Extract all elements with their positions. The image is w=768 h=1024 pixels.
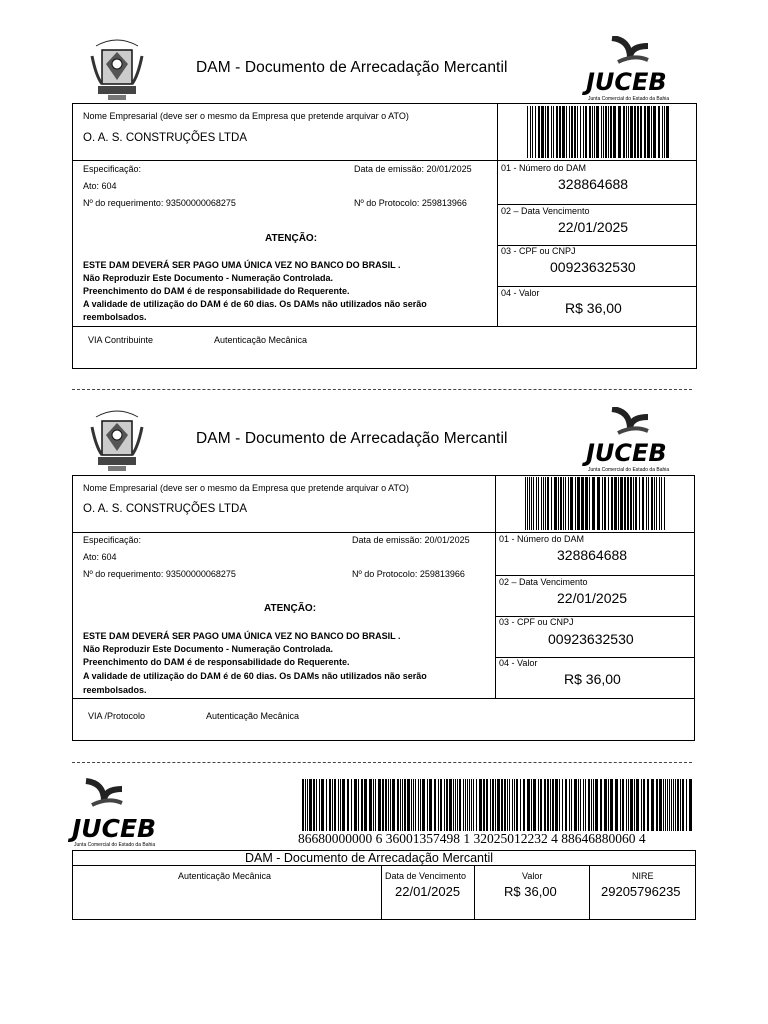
- num-dam-value: 328864688: [557, 547, 628, 563]
- atencao-heading: ATENÇÃO:: [264, 603, 317, 614]
- barcode-top-2: [525, 477, 667, 530]
- vencimento-value: 22/01/2025: [557, 590, 628, 606]
- cpf-cnpj-label: 03 - CPF ou CNPJ: [499, 617, 574, 627]
- state-seal-icon: [88, 36, 146, 102]
- protocolo: Nº do Protocolo: 259813966: [352, 569, 465, 579]
- barcode-digits: 86680000000 6 36001357498 1 32025012232 4 88646880060 4: [298, 831, 646, 846]
- aviso-4: A validade de utilização do DAM é de 60 dias. Os DAMs não utilizados não serão: [83, 299, 427, 309]
- autenticacao-label: Autenticação Mecânica: [214, 335, 308, 345]
- juceb-swirl-icon: [608, 36, 652, 66]
- stub-vencimento-label: Data de Vencimento: [385, 871, 467, 881]
- empresa-value: O. A. S. CONSTRUÇÕES LTDA: [83, 132, 248, 144]
- valor-label: 04 - Valor: [501, 288, 540, 298]
- cpf-cnpj-value: 00923632530: [548, 631, 634, 647]
- ato: Ato: 604: [83, 552, 117, 562]
- requerimento: Nº do requerimento: 93500000068275: [83, 569, 236, 579]
- especificacao-label: Especificação:: [83, 164, 142, 174]
- ato: Ato: 604: [83, 181, 117, 191]
- via-label: VIA Contribuinte: [88, 335, 154, 345]
- nome-empresarial-label: Nome Empresarial (deve ser o mesmo da Empresa que pretende arquivar o ATO): [83, 111, 409, 121]
- valor-value: R$ 36,00: [565, 300, 622, 316]
- juceb-logo: [584, 407, 680, 473]
- stub-nire-value: 29205796235: [601, 884, 681, 899]
- aviso-2: Não Reproduzir Este Documento - Numeração Controlada.: [83, 273, 334, 283]
- state-seal-icon: [88, 407, 146, 473]
- juceb-swirl-icon: [82, 778, 126, 810]
- cut-line: [72, 762, 692, 763]
- num-dam-label: 01 - Número do DAM: [501, 163, 587, 173]
- vencimento-value: 22/01/2025: [558, 219, 629, 235]
- requerimento: Nº do requerimento: 93500000068275: [83, 198, 236, 208]
- stub-vencimento-value: 22/01/2025: [395, 884, 461, 899]
- aviso-1: ESTE DAM DEVERÁ SER PAGO UMA ÚNICA VEZ NO BANCO DO BRASIL .: [83, 631, 401, 641]
- aviso-5: reembolsados.: [83, 685, 147, 695]
- juceb-logo: [584, 36, 680, 102]
- aviso-3: Preenchimento do DAM é de responsabilidade do Requerente.: [83, 286, 350, 296]
- stub-autenticacao-label: Autenticação Mecânica: [178, 871, 272, 881]
- num-dam-label: 01 - Número do DAM: [499, 534, 585, 544]
- stub-title: DAM - Documento de Arrecadação Mercantil: [245, 851, 494, 865]
- aviso-5: reembolsados.: [83, 312, 147, 322]
- stub-valor-value: R$ 36,00: [504, 884, 557, 899]
- juceb-logo: [72, 778, 168, 848]
- protocolo: Nº do Protocolo: 259813966: [354, 198, 467, 208]
- page-title: DAM - Documento de Arrecadação Mercantil: [196, 430, 508, 447]
- empresa-value: O. A. S. CONSTRUÇÕES LTDA: [83, 503, 248, 515]
- aviso-3: Preenchimento do DAM é de responsabilidade do Requerente.: [83, 657, 350, 667]
- logo-text: JUCEB: [586, 68, 667, 96]
- aviso-2: Não Reproduzir Este Documento - Numeração Controlada.: [83, 644, 334, 654]
- especificacao-label: Especificação:: [83, 535, 142, 545]
- aviso-4: A validade de utilização do DAM é de 60 dias. Os DAMs não utilizados não serão: [83, 671, 427, 681]
- data-emissao: Data de emissão: 20/01/2025: [352, 535, 470, 545]
- aviso-1: ESTE DAM DEVERÁ SER PAGO UMA ÚNICA VEZ NO BANCO DO BRASIL .: [83, 260, 401, 270]
- page-title: DAM - Documento de Arrecadação Mercantil: [196, 59, 508, 76]
- data-emissao: Data de emissão: 20/01/2025: [354, 164, 472, 174]
- vencimento-label: 02 – Data Vencimento: [501, 206, 590, 216]
- cpf-cnpj-value: 00923632530: [550, 259, 636, 275]
- juceb-swirl-icon: [608, 407, 652, 437]
- logo-subtitle: Junta Comercial do Estado da Bahia: [588, 467, 670, 473]
- vencimento-label: 02 – Data Vencimento: [499, 577, 588, 587]
- barcode-top-1: [527, 106, 669, 158]
- via-label: VIA /Protocolo: [88, 711, 146, 721]
- logo-text: JUCEB: [72, 814, 157, 843]
- logo-subtitle: Junta Comercial do Estado da Bahia: [588, 96, 670, 102]
- cut-line: [72, 389, 692, 390]
- logo-subtitle: Junta Comercial do Estado da Bahia: [74, 842, 156, 848]
- valor-label: 04 - Valor: [499, 658, 538, 668]
- stub-valor-label: Valor: [522, 871, 543, 881]
- num-dam-value: 328864688: [558, 176, 629, 192]
- valor-value: R$ 36,00: [564, 671, 621, 687]
- atencao-heading: ATENÇÃO:: [265, 233, 318, 244]
- logo-text: JUCEB: [586, 439, 667, 467]
- autenticacao-label: Autenticação Mecânica: [206, 711, 300, 721]
- nome-empresarial-label: Nome Empresarial (deve ser o mesmo da Empresa que pretende arquivar o ATO): [83, 483, 409, 493]
- stub-nire-label: NIRE: [632, 871, 654, 881]
- payment-barcode: [302, 779, 694, 831]
- cpf-cnpj-label: 03 - CPF ou CNPJ: [501, 246, 576, 256]
